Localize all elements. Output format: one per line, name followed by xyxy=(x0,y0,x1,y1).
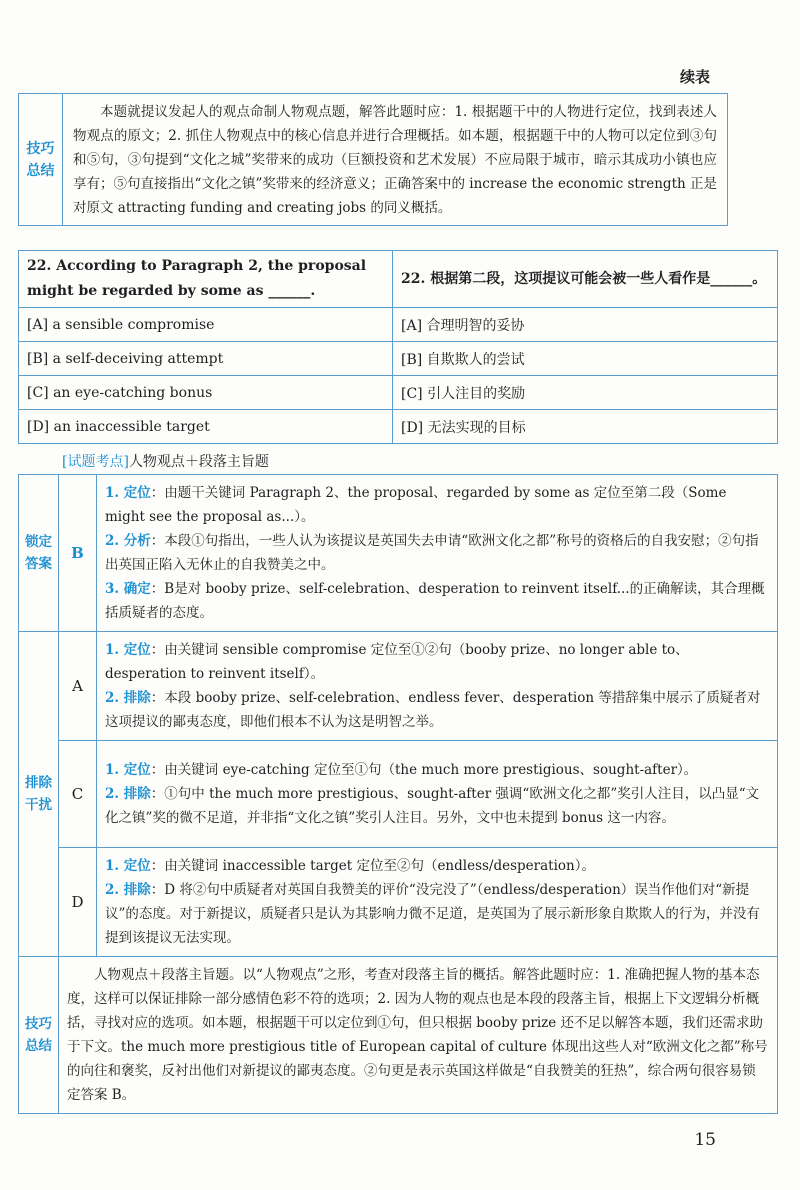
tips2-text: 人物观点＋段落主旨题。以“人物观点”之形，考查对段落主旨的概括。解答此题时应：1. 准确把握人物的基本态度，这样可以保证排除一部分感情色彩不符的选项；2. 因为人物的观点也是本段的段落主旨，根据上下文逻辑分析概括，寻找对应的选项。如本题，根据题干可以定位到①句，但只根据 booby prize 还不足以解答本题，我们还需求助于下文。the much more prestigious title of European capital of culture 体现出这些人对“欧洲文化之都”称号的向往和褒奖，反衬出他们对新提议的鄙夷态度。②句更是表示英国这样做是“自我赞美的狂热”，综合两句很容易锁定答案 B。 xyxy=(59,957,778,1114)
exclude-d-cell xyxy=(97,848,778,957)
lock-item-3: 3. 确定：B是对 booby prize、self-celebration、desperation to reinvent itself...的正确解读，其合理概括质疑者的态度。 xyxy=(105,581,765,621)
lock-answer-option: B xyxy=(59,475,97,632)
option-c-cn: [C] 引人注目的奖励 xyxy=(393,376,778,410)
exam-point xyxy=(62,451,269,471)
lock-item-1: 1. 定位：由题干关键词 Paragraph 2、the proposal、regarded by some as 定位至第二段（Some might see the proposal as...）。 xyxy=(105,485,727,525)
tips2-label: 技巧 总结 xyxy=(19,957,59,1114)
option-b-en: [B] a self-deceiving attempt xyxy=(19,342,393,376)
analysis-table xyxy=(18,474,778,1114)
tips-text: 本题就提议发起人的观点命制人物观点题，解答此题时应：1. 根据题干中的人物进行定位，找到表述人物观点的原文；2. 抓住人物观点中的核心信息并进行合理概括。如本题，根据题干中的人物可以定位到③句和⑤句，③句提到“文化之城”奖带来的成功（巨额投资和艺术发展）不应局限于城市，暗示其成功小镇也应享有；⑤句直接指出“文化之镇”奖带来的经济意义；正确答案中的 increase the economic strength 正是对原文 attracting funding and creating jobs 的同义概括。 xyxy=(63,94,728,226)
exclude-d-item-1: 1. 定位：由关键词 inaccessible target 定位至②句（endless/desperation）。 xyxy=(105,858,595,874)
lock-answer-label: 锁定 答案 xyxy=(19,475,59,632)
lock-answer-cell xyxy=(97,475,778,632)
question-table xyxy=(18,250,778,444)
question-stem-en: 22. According to Paragraph 2, the proposal might be regarded by some as ______. xyxy=(19,251,393,308)
exclude-a-item-2: 2. 排除：本段 booby prize、self-celebration、endless fever、desperation 等措辞集中展示了质疑者对这项提议的鄙夷态度，即他们根本不认为这是明智之举。 xyxy=(105,690,761,730)
tips-label: 技巧 总结 xyxy=(19,94,63,226)
tips-box-1 xyxy=(18,93,728,226)
exam-point-text: 人物观点＋段落主旨题 xyxy=(128,454,269,470)
exclude-a-cell xyxy=(97,632,778,741)
question-stem-cn: 22. 根据第二段，这项提议可能会被一些人看作是______。 xyxy=(393,251,778,308)
option-b-cn: [B] 自欺欺人的尝试 xyxy=(393,342,778,376)
exclude-label: 排除 干扰 xyxy=(19,632,59,957)
exclude-d-item-2: 2. 排除：D 将②句中质疑者对英国自我赞美的评价“没完没了”（endless/desperation）误当作他们对“新提议”的态度。对于新提议，质疑者只是认为其影响力微不足道，是英国为了展示新形象自欺欺人的行为，并没有提到该提议无法实现。 xyxy=(105,882,760,946)
exclude-c-cell xyxy=(97,741,778,848)
exclude-c-item-2: 2. 排除：①句中 the much more prestigious、sought-after 强调“欧洲文化之都”奖引人注目，以凸显“文化之镇”奖的微不足道，并非指“文化之镇”奖引人注目。另外，文中也未提到 bonus 这一内容。 xyxy=(105,786,760,826)
option-a-en: [A] a sensible compromise xyxy=(19,308,393,342)
exclude-option-d: D xyxy=(59,848,97,957)
exclude-option-c: C xyxy=(59,741,97,848)
option-d-cn: [D] 无法实现的目标 xyxy=(393,410,778,444)
option-c-en: [C] an eye-catching bonus xyxy=(19,376,393,410)
option-a-cn: [A] 合理明智的妥协 xyxy=(393,308,778,342)
exclude-a-item-1: 1. 定位：由关键词 sensible compromise 定位至①②句（booby prize、no longer able to、desperation to reinvent itself）。 xyxy=(105,642,689,682)
exclude-c-item-1: 1. 定位：由关键词 eye-catching 定位至①句（the much more prestigious、sought-after）。 xyxy=(105,762,698,778)
option-d-en: [D] an inaccessible target xyxy=(19,410,393,444)
exclude-option-a: A xyxy=(59,632,97,741)
page-number: 15 xyxy=(694,1130,716,1150)
continued-label: 续表 xyxy=(679,68,710,86)
exam-point-bracket: [试题考点] xyxy=(62,454,129,470)
lock-item-2: 2. 分析：本段①句指出，一些人认为该提议是英国失去申请“欧洲文化之都”称号的资格后的自我安慰；②句指出英国正陷入无休止的自我赞美之中。 xyxy=(105,533,759,573)
